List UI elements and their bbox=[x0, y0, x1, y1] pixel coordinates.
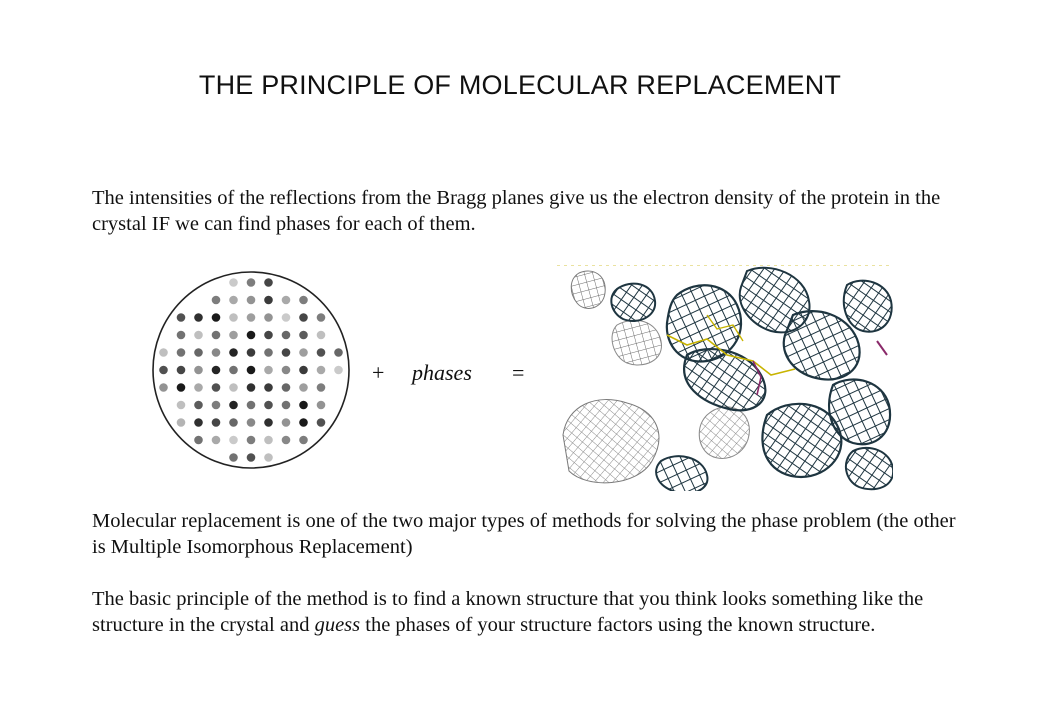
diffraction-spot bbox=[229, 278, 238, 287]
diffraction-spot bbox=[282, 348, 291, 357]
phase-equation bbox=[360, 360, 550, 390]
slide-title: THE PRINCIPLE OF MOLECULAR REPLACEMENT bbox=[198, 70, 842, 100]
diffraction-spot bbox=[334, 348, 343, 357]
diffraction-spot bbox=[212, 366, 221, 375]
diffraction-spot bbox=[159, 366, 168, 375]
diffraction-spot bbox=[194, 331, 203, 340]
diffraction-spot bbox=[317, 348, 326, 357]
diffraction-spot bbox=[247, 348, 256, 357]
diffraction-spot bbox=[299, 401, 308, 410]
diffraction-spot bbox=[299, 383, 308, 392]
diffraction-spot bbox=[247, 401, 256, 410]
diffraction-spot bbox=[229, 383, 238, 392]
diffraction-spot bbox=[212, 348, 221, 357]
diffraction-spot bbox=[212, 436, 221, 445]
diffraction-spot bbox=[282, 383, 291, 392]
diffraction-spot bbox=[299, 331, 308, 340]
diffraction-spot bbox=[264, 418, 273, 427]
equals-sign: = bbox=[512, 360, 525, 385]
diffraction-spot bbox=[264, 453, 273, 462]
diffraction-spots bbox=[159, 278, 343, 462]
diffraction-spot bbox=[212, 383, 221, 392]
diffraction-spot bbox=[229, 418, 238, 427]
diffraction-spot bbox=[282, 366, 291, 375]
principle-paragraph bbox=[92, 586, 972, 638]
diffraction-spot bbox=[194, 401, 203, 410]
diffraction-spot bbox=[299, 418, 308, 427]
diffraction-spot bbox=[212, 296, 221, 305]
diffraction-spot bbox=[334, 366, 343, 375]
electron-density-map bbox=[557, 265, 893, 491]
principle-emphasis: guess bbox=[314, 614, 361, 636]
diffraction-spot bbox=[194, 366, 203, 375]
diffraction-spot bbox=[177, 313, 186, 322]
diffraction-spot bbox=[177, 331, 186, 340]
diffraction-spot bbox=[159, 383, 168, 392]
diffraction-spot bbox=[229, 331, 238, 340]
diffraction-spot bbox=[229, 453, 238, 462]
diffraction-spot bbox=[247, 453, 256, 462]
diffraction-spot bbox=[282, 313, 291, 322]
diffraction-spot bbox=[177, 383, 186, 392]
diffraction-spot bbox=[247, 313, 256, 322]
diffraction-spot bbox=[177, 366, 186, 375]
diffraction-spot bbox=[212, 401, 221, 410]
diffraction-spot bbox=[264, 348, 273, 357]
diffraction-spot bbox=[194, 436, 203, 445]
diffraction-spot bbox=[247, 436, 256, 445]
diffraction-spot bbox=[264, 296, 273, 305]
diffraction-spot bbox=[194, 313, 203, 322]
diffraction-spot bbox=[247, 296, 256, 305]
diffraction-spot bbox=[317, 401, 326, 410]
diffraction-spot bbox=[229, 296, 238, 305]
principle-text-end: the phases of your structure factors using the known structure. bbox=[360, 614, 876, 636]
diffraction-spot bbox=[247, 331, 256, 340]
diffraction-spot bbox=[317, 313, 326, 322]
diffraction-spot bbox=[299, 313, 308, 322]
diffraction-spot bbox=[264, 366, 273, 375]
diffraction-spot bbox=[229, 348, 238, 357]
diffraction-spot bbox=[247, 383, 256, 392]
diffraction-spot bbox=[194, 383, 203, 392]
diffraction-spot bbox=[282, 418, 291, 427]
diffraction-spot bbox=[264, 383, 273, 392]
phases-label: phases bbox=[412, 360, 472, 385]
diffraction-spot bbox=[317, 366, 326, 375]
diffraction-pattern-icon bbox=[150, 268, 352, 472]
diffraction-spot bbox=[177, 348, 186, 357]
principle-text-start: The basic principle of the method is to find a known structure that you think looks something like the structure in the crystal and bbox=[92, 588, 924, 636]
diffraction-spot bbox=[282, 296, 291, 305]
diffraction-spot bbox=[282, 436, 291, 445]
diffraction-spot bbox=[194, 348, 203, 357]
diffraction-spot bbox=[299, 296, 308, 305]
diffraction-spot bbox=[282, 401, 291, 410]
intro-paragraph: The intensities of the reflections from the Bragg planes give us the electron density of the protein in the crystal IF we can find phases for each of them. bbox=[92, 187, 941, 235]
diffraction-spot bbox=[317, 383, 326, 392]
diffraction-spot bbox=[212, 313, 221, 322]
diffraction-spot bbox=[264, 331, 273, 340]
diffraction-spot bbox=[229, 401, 238, 410]
diffraction-spot bbox=[229, 436, 238, 445]
diffraction-spot bbox=[212, 331, 221, 340]
diffraction-spot bbox=[247, 366, 256, 375]
diffraction-spot bbox=[299, 436, 308, 445]
diffraction-spot bbox=[264, 278, 273, 287]
molecular-replacement-paragraph: Molecular replacement is one of the two major types of methods for solving the phase problem (the other is Multiple Isomorphous Replacement) bbox=[92, 510, 956, 558]
diffraction-spot bbox=[247, 418, 256, 427]
plus-sign: + bbox=[372, 360, 385, 385]
diffraction-spot bbox=[317, 418, 326, 427]
diffraction-spot bbox=[229, 366, 238, 375]
diffraction-spot bbox=[212, 418, 221, 427]
diffraction-spot bbox=[247, 278, 256, 287]
diffraction-spot bbox=[317, 331, 326, 340]
diffraction-spot bbox=[299, 366, 308, 375]
diffraction-spot bbox=[229, 313, 238, 322]
diffraction-spot bbox=[159, 348, 168, 357]
diffraction-spot bbox=[264, 401, 273, 410]
diffraction-spot bbox=[264, 313, 273, 322]
diffraction-spot bbox=[264, 436, 273, 445]
diffraction-spot bbox=[282, 331, 291, 340]
electron-density-mesh-icon bbox=[557, 265, 893, 491]
diffraction-spot bbox=[299, 348, 308, 357]
diffraction-spot bbox=[177, 401, 186, 410]
diffraction-spot bbox=[177, 418, 186, 427]
diffraction-spot bbox=[194, 418, 203, 427]
